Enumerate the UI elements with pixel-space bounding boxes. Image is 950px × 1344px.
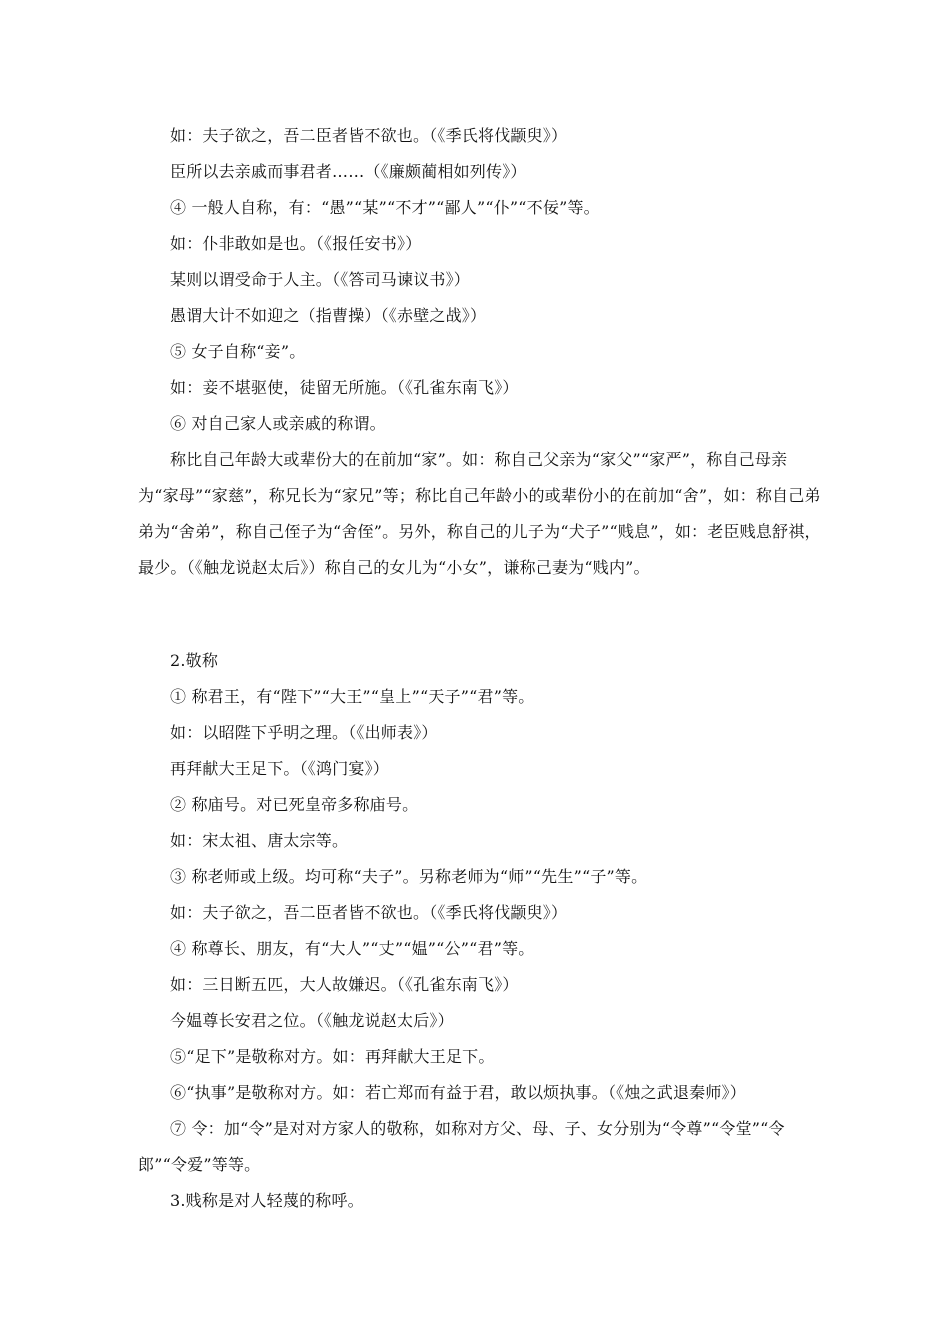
paragraph: 今媪尊长安君之位。（《触龙说赵太后》） bbox=[170, 1011, 454, 1030]
paragraph: 再拜献大王足下。（《鸿门宴》） bbox=[170, 759, 390, 778]
paragraph: 愚谓大计不如迎之（指曹操）（《赤壁之战》） bbox=[170, 306, 487, 325]
paragraph: ④ 称尊长、朋友，有“大人”“丈”“媪”“公”“君”等。 bbox=[170, 939, 535, 958]
paragraph: ② 称庙号。对已死皇帝多称庙号。 bbox=[170, 795, 419, 814]
paragraph: 如：妾不堪驱使，徒留无所施。（《孔雀东南飞》） bbox=[170, 378, 519, 397]
paragraph: 如：以昭陛下乎明之理。（《出师表》） bbox=[170, 723, 438, 742]
paragraph: ③ 称老师或上级。均可称“夫子”。另称老师为“师”“先生”“子”等。 bbox=[170, 867, 648, 886]
paragraph: ⑤ 女子自称“妾”。 bbox=[170, 342, 306, 361]
paragraph: ① 称君王，有“陛下”“大王”“皇上”“天子”“君”等。 bbox=[170, 687, 535, 706]
paragraph: ⑥“执事”是敬称对方。如：若亡郑而有益于君，敢以烦执事。（《烛之武退秦师》） bbox=[170, 1083, 746, 1102]
paragraph-family-terms: 称比自己年龄大或辈份大的在前加“家”。如：称自己父亲为“家父”“家严”，称自己母亲为“家母”“家慈”，称兄长为“家兄”等；称比自己年龄小的或辈份小的在前加“舍”，如：称自己弟弟为“舍弟”，称自己侄子为“舍侄”。另外，称自己的儿子为“犬子”“贱息”，如：老臣贱息舒祺，最少。（《触龙说赵太后》）称自己的女儿为“小女”，谦称己妻为“贱内”。 bbox=[138, 450, 821, 577]
paragraph: 臣所以去亲戚而事君者……（《廉颇蔺相如列传》） bbox=[170, 162, 527, 181]
paragraph: 如：夫子欲之，吾二臣者皆不欲也。（《季氏将伐颛臾》） bbox=[170, 903, 568, 922]
paragraph: ⑥ 对自己家人或亲戚的称谓。 bbox=[170, 414, 386, 433]
section-heading: 3.贱称是对人轻蔑的称呼。 bbox=[170, 1191, 364, 1210]
paragraph: ⑦ 令：加“令”是对对方家人的敬称，如称对方父、母、子、女分别为“令尊”“令堂”“令郎”“令爱”等等。 bbox=[138, 1119, 785, 1174]
paragraph: 如：三日断五匹，大人故嫌迟。（《孔雀东南飞》） bbox=[170, 975, 519, 994]
paragraph: ④ 一般人自称，有：“愚”“某”“不才”“鄙人”“仆”“不佞”等。 bbox=[170, 198, 600, 217]
paragraph: 如：夫子欲之，吾二臣者皆不欲也。（《季氏将伐颛臾》） bbox=[170, 126, 568, 145]
paragraph: ⑤“足下”是敬称对方。如：再拜献大王足下。 bbox=[170, 1047, 495, 1066]
paragraph: 如：仆非敢如是也。（《报任安书》） bbox=[170, 234, 422, 253]
paragraph: 某则以谓受命于人主。（《答司马谏议书》） bbox=[170, 270, 471, 289]
section-heading: 2.敬称 bbox=[170, 651, 219, 670]
paragraph: 如：宋太祖、唐太宗等。 bbox=[170, 831, 349, 850]
